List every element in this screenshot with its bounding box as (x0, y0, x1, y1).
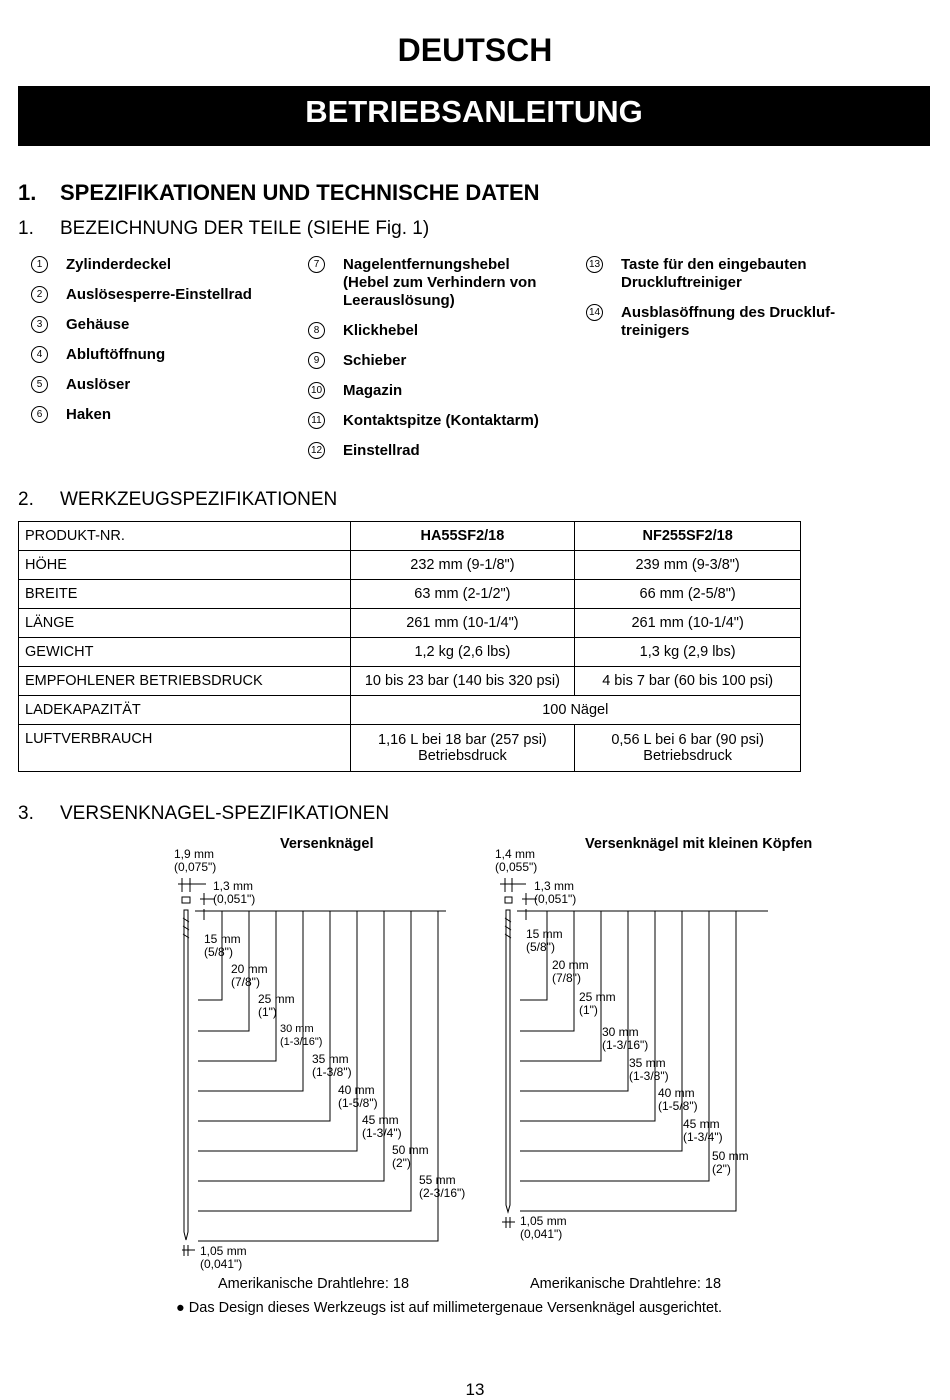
part-number: 5 (31, 376, 48, 393)
part-label: Haken (66, 406, 112, 423)
head-width-label (174, 848, 216, 874)
gauge-caption: Amerikanische Drahtlehre: 18 (530, 1276, 722, 1292)
section-title: SPEZIFIKATIONEN UND TECHNISCHE DATEN (60, 180, 540, 205)
table-cell: NF255SF2/18 (575, 522, 801, 551)
subsection-title: BEZEICHNUNG DER TEILE (SIEHE Fig. 1) (60, 218, 430, 239)
label-line: 30 mm (602, 1025, 639, 1039)
part-label: Ausblasöffnung des Druckluf- treinigers (621, 304, 836, 339)
diagram-title: Versenknägel (280, 836, 374, 852)
part-label: Schieber (343, 352, 407, 369)
part-label: Zylinderdeckel (66, 256, 172, 273)
nail-shank-left (184, 910, 188, 1240)
label-line: (0,055") (495, 860, 538, 874)
label-line: 35 mm (629, 1056, 666, 1070)
label-line: (1-3/16") (280, 1036, 323, 1048)
label-line: 1,4 mm (495, 847, 536, 861)
label-line: (5/8") (526, 940, 555, 954)
part-label: Kontaktspitze (Kontaktarm) (343, 412, 539, 429)
subsection-title: VERSENKNAGEL-SPEZIFIKATIONEN (60, 803, 390, 824)
section-number: 1. (18, 180, 37, 205)
label-line: 45 mm (683, 1117, 720, 1131)
length-label (602, 1026, 648, 1052)
label-line: (1-3/4") (683, 1130, 723, 1144)
gauge-caption: Amerikanische Drahtlehre: 18 (218, 1276, 410, 1292)
part-number: 9 (308, 352, 325, 369)
language-heading: DEUTSCH (397, 32, 553, 68)
subsection-number: 1. (18, 218, 34, 239)
label-line: 30 mm (280, 1023, 314, 1035)
label-line: 20 mm (552, 958, 589, 972)
table-cell: EMPFOHLENER BETRIEBSDRUCK (19, 667, 351, 696)
label-line: 25 mm (258, 992, 295, 1006)
length-bracket (520, 911, 547, 1000)
length-label (338, 1084, 378, 1110)
nail-shank-right (506, 910, 510, 1212)
tip-width-label (520, 1215, 567, 1241)
label-line: (0,051") (213, 892, 256, 906)
part-number: 1 (31, 256, 48, 273)
length-label (579, 991, 616, 1017)
length-label (526, 928, 563, 954)
cell-line: 1,16 L bei 18 bar (257 psi) (378, 732, 547, 748)
shank-width-label (534, 880, 576, 906)
table-cell: 100 Nägel (350, 696, 800, 725)
table-cell: 66 mm (2-5/8") (575, 580, 801, 609)
label-line: 55 mm (419, 1173, 456, 1187)
part-label: Gehäuse (66, 316, 130, 333)
design-note: ● Das Design dieses Werkzeugs ist auf millimetergenaue Versenknägel ausgerichtet. (176, 1300, 723, 1316)
table-cell: 1,3 kg (2,9 lbs) (575, 638, 801, 667)
label-line: (2-3/16") (419, 1186, 466, 1200)
length-label (258, 993, 295, 1019)
part-label: Taste für den eingebauten Druckluftreiniger (621, 256, 807, 291)
subsection-number: 2. (18, 489, 34, 510)
cell-line: 0,56 L bei 6 bar (90 psi) (611, 732, 764, 748)
length-label (683, 1118, 723, 1144)
label-line: (2") (392, 1156, 411, 1170)
label-line: (1-3/16") (602, 1038, 649, 1052)
label-line: 35 mm (312, 1052, 349, 1066)
cell-line: Betriebsdruck (418, 748, 507, 764)
nail-head-right (505, 897, 512, 903)
label-line: (7/8") (552, 971, 581, 985)
label-line: (0,075") (174, 860, 217, 874)
label-line: 1,9 mm (174, 847, 215, 861)
table-cell: LUFTVERBRAUCH (19, 725, 351, 772)
label-line: 25 mm (579, 990, 616, 1004)
label-line: (2") (712, 1162, 731, 1176)
table-cell: LADEKAPAZITÄT (19, 696, 351, 725)
part-number: 3 (31, 316, 48, 333)
length-label (231, 963, 268, 989)
label-line: (0,051") (534, 892, 577, 906)
length-label (392, 1144, 429, 1170)
table-cell: GEWICHT (19, 638, 351, 667)
label-line: 40 mm (658, 1086, 695, 1100)
cell-line: Betriebsdruck (643, 748, 732, 764)
part-number: 12 (308, 442, 325, 459)
table-cell: 232 mm (9-1/8") (350, 551, 575, 580)
table-cell: 239 mm (9-3/8") (575, 551, 801, 580)
shank-width-label (213, 880, 255, 906)
part-number: 4 (31, 346, 48, 363)
table-cell: 10 bis 23 bar (140 bis 320 psi) (350, 667, 575, 696)
table-cell: 4 bis 7 bar (60 bis 100 psi) (575, 667, 801, 696)
table-cell: PRODUKT-NR. (19, 522, 351, 551)
tip-width-label (200, 1245, 247, 1271)
label-line: (7/8") (231, 975, 260, 989)
part-number: 14 (586, 304, 603, 321)
table-cell: 261 mm (10-1/4") (575, 609, 801, 638)
part-number: 11 (308, 412, 325, 429)
part-label: Einstellrad (343, 442, 420, 459)
title-banner: BETRIEBSANLEITUNG (18, 86, 930, 146)
part-number: 8 (308, 322, 325, 339)
label-line: (0,041") (520, 1227, 563, 1241)
nail-head-left (182, 897, 190, 903)
part-number: 13 (586, 256, 603, 273)
table-cell: HÖHE (19, 551, 351, 580)
table-cell: HA55SF2/18 (350, 522, 575, 551)
length-label (204, 933, 241, 959)
label-line: 50 mm (712, 1149, 749, 1163)
label-line: (1-5/8") (338, 1096, 378, 1110)
label-line: (1") (579, 1003, 598, 1017)
label-line: (1-3/4") (362, 1126, 402, 1140)
part-label: Klickhebel (343, 322, 419, 339)
table-cell: LÄNGE (19, 609, 351, 638)
subsection-title: WERKZEUGSPEZIFIKATIONEN (60, 489, 338, 510)
label-line: 50 mm (392, 1143, 429, 1157)
page-number: 13 (465, 1380, 485, 1399)
label-line: (1-3/8") (629, 1069, 669, 1083)
part-number: 2 (31, 286, 48, 303)
part-label: Auslöser (66, 376, 131, 393)
part-label: Magazin (343, 382, 403, 399)
part-label: Auslösesperre-Einstellrad (66, 286, 252, 303)
part-number: 10 (308, 382, 325, 399)
subsection-number: 3. (18, 803, 34, 824)
part-label: Abluftöffnung (66, 346, 166, 363)
label-line: (0,041") (200, 1257, 243, 1271)
label-line: (5/8") (204, 945, 233, 959)
length-label (362, 1114, 402, 1140)
length-label (552, 959, 589, 985)
part-number: 7 (308, 256, 325, 273)
label-line: 15 mm (204, 932, 241, 946)
label-line: 1,05 mm (520, 1214, 567, 1228)
table-cell: 1,2 kg (2,6 lbs) (350, 638, 575, 667)
label-line: (1-5/8") (658, 1099, 698, 1113)
table-cell: 63 mm (2-1/2") (350, 580, 575, 609)
label-line: 1,3 mm (213, 879, 254, 893)
label-line: 20 mm (231, 962, 268, 976)
table-cell: 261 mm (10-1/4") (350, 609, 575, 638)
diagram-title: Versenknägel mit kleinen Köpfen (585, 836, 813, 852)
length-label (712, 1150, 749, 1176)
label-line: 1,3 mm (534, 879, 575, 893)
length-label (629, 1057, 669, 1083)
part-number: 6 (31, 406, 48, 423)
length-label (419, 1174, 465, 1200)
label-line: 45 mm (362, 1113, 399, 1127)
table-cell: BREITE (19, 580, 351, 609)
label-line: (1-3/8") (312, 1065, 352, 1079)
label-line: 15 mm (526, 927, 563, 941)
length-label (312, 1053, 352, 1079)
label-line: 1,05 mm (200, 1244, 247, 1258)
label-line: 40 mm (338, 1083, 375, 1097)
head-width-label (495, 848, 537, 874)
length-label (280, 1023, 322, 1049)
part-label: Nagelentfernungshebel (Hebel zum Verhindern von Leerauslösung) (343, 256, 537, 309)
label-line: (1") (258, 1005, 277, 1019)
length-label (658, 1087, 698, 1113)
